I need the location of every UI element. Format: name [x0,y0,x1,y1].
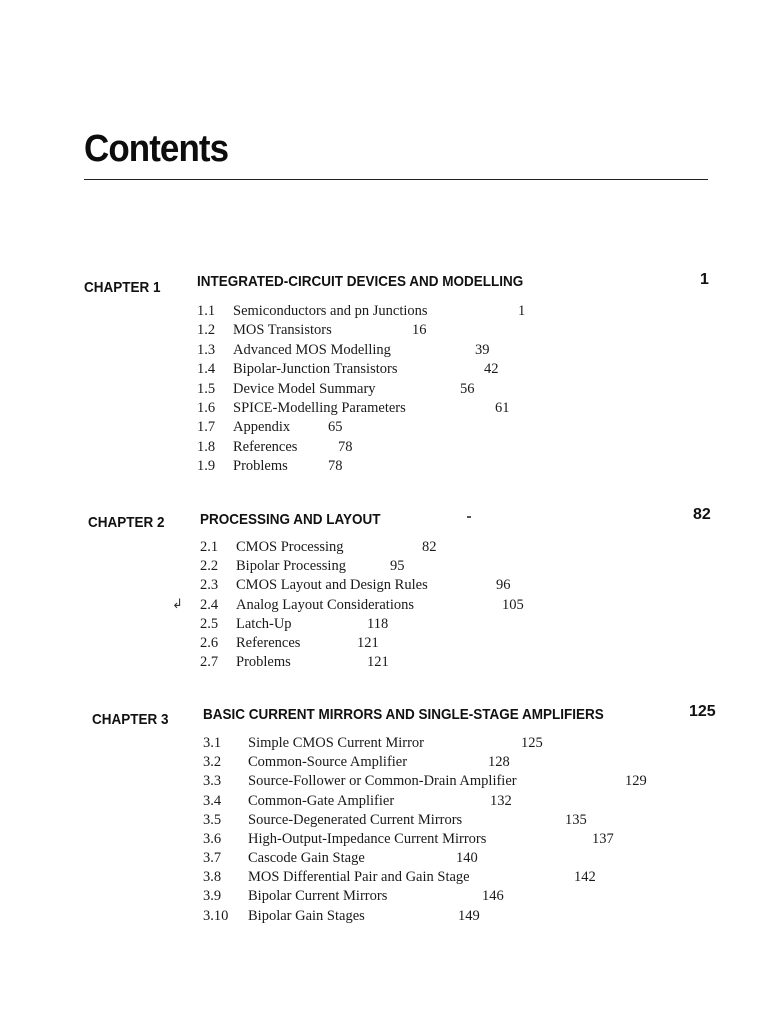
toc-entry [203,907,623,926]
section-title: Advanced MOS Modelling [233,342,391,358]
section-title: Device Model Summary [233,381,376,397]
section-title: SPICE-Modelling Parameters [233,400,406,416]
section-number: 1.4 [197,361,216,377]
section-title: Semiconductors and pn Junctions [233,303,428,319]
chapter-page: 82 [693,506,711,523]
toc-entry [200,615,620,634]
section-number: 1.8 [197,439,216,455]
section-title: Problems [236,654,291,670]
chapter-title: INTEGRATED-CIRCUIT DEVICES AND MODELLING [197,273,524,290]
toc-entry [203,887,623,906]
section-number: 2.5 [200,616,219,632]
section-page: 149 [458,908,480,924]
section-title: Appendix [233,419,291,435]
section-title: Simple CMOS Current Mirror [248,735,425,751]
section-number: 3.1 [203,735,222,751]
section-number: 3.10 [203,908,229,924]
section-number: 3.9 [203,888,222,904]
toc-entry [203,830,623,849]
toc-entry [203,849,623,868]
section-page: 56 [460,381,475,397]
section-number: 1.1 [197,303,216,319]
section-number: 3.7 [203,850,222,866]
section-page: 1 [518,303,526,319]
chapter-label: CHAPTER 3 [92,711,169,728]
section-number: 2.1 [200,539,219,555]
section-page: 96 [496,577,511,593]
section-title: Bipolar Current Mirrors [248,888,388,904]
chapter-title: PROCESSING AND LAYOUT [200,511,381,528]
section-number: 3.5 [203,812,222,828]
section-number: 2.2 [200,558,219,574]
section-title: Common-Gate Amplifier [248,793,395,809]
page-title: Contents [84,128,229,170]
section-number: 1.6 [197,400,216,416]
section-page: 121 [357,635,379,651]
section-page: 65 [328,419,343,435]
section-title: Source-Follower or Common-Drain Amplifier [248,773,517,789]
toc-entry [197,380,617,399]
section-page: 118 [367,616,389,632]
section-title: References [233,439,298,455]
section-number: 3.6 [203,831,222,847]
section-number: 2.6 [200,635,219,651]
section-page: 16 [412,322,427,338]
section-page: 95 [390,558,405,574]
chapter-title: BASIC CURRENT MIRRORS AND SINGLE-STAGE AMPLIFIERS [203,706,604,723]
section-title: Latch-Up [236,616,292,632]
section-number: 1.9 [197,458,216,474]
section-number: 2.7 [200,654,219,670]
section-page: 61 [495,400,510,416]
title-rule [84,179,708,180]
section-title: High-Output-Impedance Current Mirrors [248,831,487,847]
section-page: 42 [484,361,499,377]
section-number: 3.4 [203,793,222,809]
chapter-label: CHAPTER 1 [84,279,161,296]
section-page: 140 [456,850,478,866]
toc-entry [200,596,620,615]
section-page: 135 [565,812,587,828]
toc-entry [197,399,617,418]
section-title: CMOS Processing [236,539,344,555]
section-number: 1.3 [197,342,216,358]
toc-entry [200,576,620,595]
section-number: 3.8 [203,869,222,885]
section-title: Bipolar-Junction Transistors [233,361,398,377]
toc-entry [197,321,617,340]
section-page: 146 [482,888,504,904]
toc-entry [203,772,647,791]
toc-entry [203,753,623,772]
section-page: 142 [574,869,596,885]
toc-entry [197,360,617,379]
section-title: Bipolar Processing [236,558,346,574]
section-page: 132 [490,793,512,809]
toc-entry [200,557,620,576]
section-number: 2.3 [200,577,219,593]
chapter-label: CHAPTER 2 [88,514,165,531]
section-page: 78 [338,439,353,455]
section-title: CMOS Layout and Design Rules [236,577,428,593]
section-page: 125 [521,735,543,751]
toc-entry [200,634,620,653]
section-page: 82 [422,539,437,555]
toc-entry [203,811,623,830]
toc-entry [200,653,620,672]
section-title: Analog Layout Considerations [236,597,415,613]
section-number: 3.3 [203,773,222,789]
toc-entry [203,868,623,887]
section-page: 121 [367,654,389,670]
section-number: 1.7 [197,419,216,435]
section-title: Bipolar Gain Stages [248,908,365,924]
section-number: 3.2 [203,754,222,770]
section-number: 1.2 [197,322,216,338]
toc-entry [197,438,617,457]
toc-entry [197,457,617,476]
section-title: Common-Source Amplifier [248,754,408,770]
section-number: 1.5 [197,381,216,397]
section-page: 129 [625,773,647,789]
section-page: 128 [488,754,510,770]
section-page: 78 [328,458,343,474]
toc-entry [197,341,617,360]
toc-entry [197,302,617,321]
section-page: 137 [592,831,614,847]
section-number: 2.4 [200,597,219,613]
margin-check-mark: ↲ [172,597,183,612]
toc-entry [200,538,620,557]
toc-entry [203,792,623,811]
chapter-page: 125 [689,703,716,720]
toc-entry [203,734,623,753]
section-title: References [236,635,301,651]
scan-speck [467,516,471,518]
toc-entry [197,418,617,437]
chapter-page: 1 [700,271,709,288]
section-title: MOS Transistors [233,322,332,338]
section-title: Source-Degenerated Current Mirrors [248,812,463,828]
section-page: 39 [475,342,490,358]
section-title: Problems [233,458,288,474]
section-title: MOS Differential Pair and Gain Stage [248,869,470,885]
section-page: 105 [502,597,524,613]
section-title: Cascode Gain Stage [248,850,365,866]
